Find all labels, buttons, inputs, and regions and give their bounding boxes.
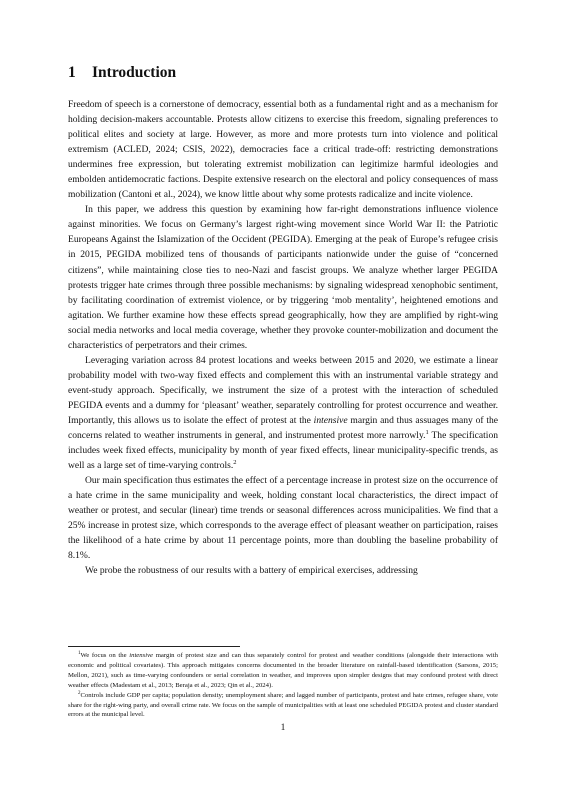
paragraph-5 — [68, 563, 498, 578]
paragraph-4 — [68, 473, 498, 563]
emphasis-intensive: intensive — [129, 652, 154, 659]
page-number: 1 — [280, 723, 286, 733]
emphasis-intensive: intensive — [313, 414, 348, 426]
section-title: Introduction — [92, 64, 177, 81]
footnote-text: Controls include GDP per capita; population density; unemployment share; and lagged number of participants, protest and hate crimes, refugee share, vote share for the right-wing party, and overall crime rate. We focus on the sample of municipalities with at least one scheduled PEGIDA protest and cluster standard errors at the municipal level. — [68, 691, 498, 719]
footnote-2 — [68, 691, 498, 721]
paragraph-text: Leveraging variation across 84 protest locations and weeks between 2015 and 2020, we estimate a linear probability model with two-way fixed effects and complement this with an instrumental variable strategy and event-study approach. Specifically, we instrument the size of a protest with the interaction of scheduled PEGIDA events and a dummy for ‘pleasant’ weather, separately controlling for protest occurrence and weather. Importantly, this allows us to isolate the effect of protest at the — [68, 354, 498, 426]
footnote-marker-2[interactable]: 2 — [233, 459, 237, 467]
footnote-number: 2 — [78, 690, 81, 696]
section-number: 1 — [68, 64, 76, 81]
paragraph-1 — [68, 97, 498, 202]
paragraph-2 — [68, 202, 498, 352]
footnotes — [68, 651, 498, 720]
paragraph-text: Freedom of speech is a cornerstone of democracy, essential both as a fundamental right and as a mechanism for holding decision-makers accountable. Protests allow citizens to exercise this freedom, signaling preferences to political elites and society at large. However, as more and more protests turn into violence and political extremism (ACLED, 2024; CSIS, 2022), democracies face a critical trade-off: restricting demonstrations undermines free expression, but tolerating extremist mobilization can legitimize harmful ideologies and embolden antidemocratic factions. Despite extensive research on the electoral and policy consequences of mass mobilization (Cantoni et al., 2024), we know little about why some protests radicalize and incite violence. — [68, 99, 498, 201]
body-text — [68, 97, 498, 579]
footnote-number: 1 — [78, 651, 81, 656]
paragraph-3 — [68, 353, 498, 473]
paragraph-text: In this paper, we address this question by examining how far-right demonstrations influence violence against minorities. We focus on Germany’s largest right-wing movement since World War II: the Patriotic Europeans Against the Islamization of the Occident (PEGIDA). Emerging at the peak of Europe’s refugee crisis in 2015, PEGIDA mobilized tens of thousands of participants nationwide under the guise of “concerned citizens”, while maintaining close ties to neo-Nazi and fascist groups. We analyze whether larger PEGIDA protests trigger hate crimes through three possible mechanisms: by signaling widespread xenophobic sentiment, by facilitating coordination of extremist violence, or by triggering ‘mob mentality’, heightened emotions and agitation. We further examine how these effects spread geographically, how they are amplified by right-wing social media networks and local media coverage, whether they provoke counter-mobilization and document the characteristics of perpetrators and their crimes. — [68, 204, 498, 351]
paragraph-text: Our main specification thus estimates the effect of a percentage increase in protest size on the occurrence of a hate crime in the same municipality and week, holding constant local characteristics, the direct impact of weather or protest, and secular (linear) time trends or seasonal differences across municipalities. We find that a 25% increase in protest size, which corresponds to the average effect of pleasant weather on participation, raises the likelihood of a hate crime by about 11 percentage points, more than doubling the baseline probability of 8.1%. — [68, 475, 498, 562]
section-heading — [68, 64, 176, 82]
paragraph-text: margin and thus assuages many of the concerns related to weather instruments in general, and instrumented protest more narrowly. — [68, 414, 498, 442]
paragraph-text: We probe the robustness of our results with a battery of empirical exercises, addressing — [85, 565, 418, 577]
footnote-1 — [68, 651, 498, 691]
paragraph-text: The specification includes week fixed effects, municipality by month of year fixed effects, linear municipality-specific trends, as well as a large set of time-varying controls. — [68, 430, 499, 472]
footnote-marker-1[interactable]: 1 — [425, 429, 429, 437]
footnote-text: margin of protest size and can thus separately control for protest and weather conditions (alongside their interactions with economic and political covariates). This approach mitigates concerns documented in the broader literature on rainfall-based identification (Sarsons, 2015; Mellon, 2021), such as time-varying confounders or serial correlation in weather, and improves upon simpler designs that may confound protest with direct weather effects (Madestam et al., 2013; Beraja et al., 2023; Qin et al., 2024). — [68, 652, 498, 689]
footnote-text: We focus on the — [80, 652, 130, 659]
footnote-rule — [68, 646, 240, 647]
